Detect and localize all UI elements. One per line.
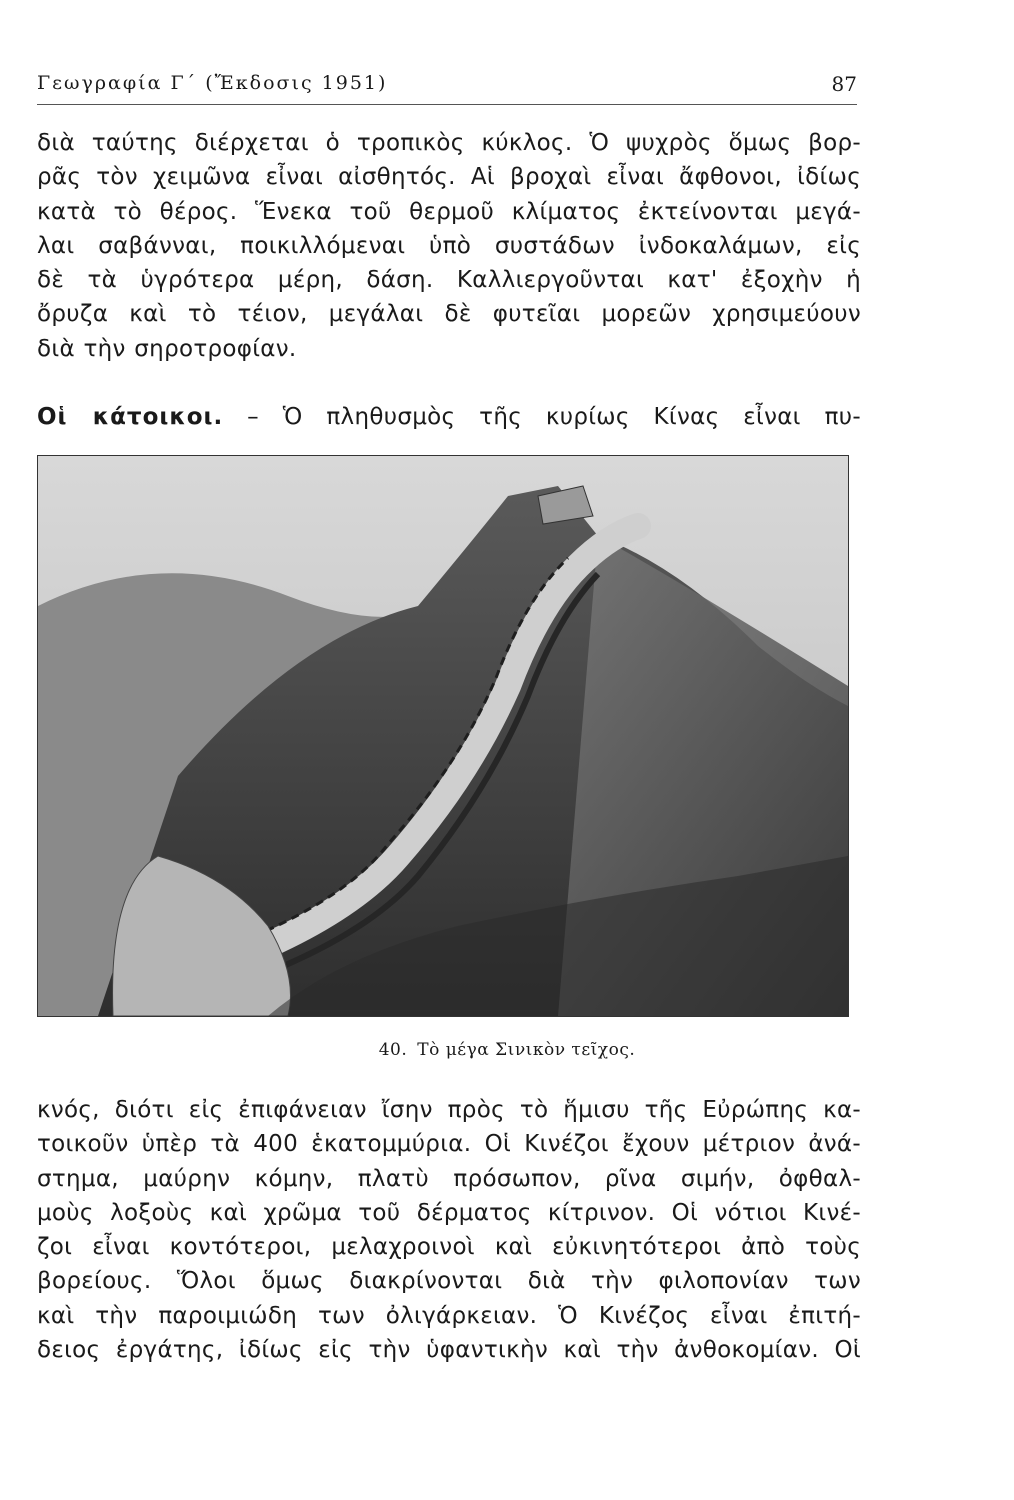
text-line: ὄρυζα καὶ τὸ τέιον, μεγάλαι δὲ φυτεῖαι μορεῶν χρησιμεύουν — [37, 301, 861, 328]
text-line: μοὺς λοξοὺς καὶ χρῶμα τοῦ δέρματος κίτρινον. Οἱ νότιοι Κινέ- — [37, 1199, 861, 1226]
page-number: 87 — [831, 72, 857, 96]
text-line: διὰ τὴν σηροτροφίαν. — [37, 335, 297, 362]
text-line: ρᾶς τὸν χειμῶνα εἶναι αἰσθητός. Αἱ βροχαὶ εἶναι ἄφθονοι, ἰδίως — [37, 164, 861, 191]
text-line: δειος ἐργάτης, ἰδίως εἰς τὴν ὑφαντικὴν καὶ τὴν ἀνθοκομίαν. Οἱ — [37, 1337, 861, 1364]
text-line — [37, 400, 861, 434]
text-line: λαι σαβάνναι, ποικιλλόμεναι ὑπὸ συστάδων ἰνδοκαλάμων, εἰς — [37, 232, 861, 259]
text-line: διὰ ταύτης διέρχεται ὁ τροπικὸς κύκλος. Ὁ ψυχρὸς ὅμως βορ- — [37, 130, 861, 156]
paragraph-climate — [37, 126, 861, 366]
text-line: καὶ τὴν παροιμιώδη των ὀλιγάρκειαν. Ὁ Κινέζος εἶναι ἐπιτή- — [37, 1302, 861, 1329]
section-inhabitants — [37, 400, 861, 434]
header-title: Γεωγραφία Γ΄ (Ἔκδοσις 1951) — [37, 72, 388, 94]
text-line: κατὰ τὸ θέρος. Ἕνεκα τοῦ θερμοῦ κλίματος ἐκτείνονται μεγά- — [37, 198, 861, 225]
text-line: ζοι εἶναι κοντότεροι, μελαχροινοὶ καὶ εὐκινητότεροι ἀπὸ τοὺς — [37, 1234, 861, 1261]
section-heading: Οἱ κάτοικοι. — [37, 404, 224, 430]
text-line: τοικοῦν ὑπὲρ τὰ 400 ἑκατομμύρια. Οἱ Κινέζοι ἔχουν μέτριον ἀνά- — [37, 1131, 861, 1158]
figure-caption — [0, 1040, 1014, 1060]
running-header — [37, 70, 857, 105]
great-wall-photo — [37, 455, 849, 1017]
figure-number: 40. — [378, 1040, 408, 1060]
text-line: δὲ τὰ ὑγρότερα μέρη, δάση. Καλλιεργοῦνται κατ' ἐξοχὴν ἡ — [37, 267, 861, 294]
text-line: κνός, διότι εἰς ἐπιφάνειαν ἴσην πρὸς τὸ ἥμισυ τῆς Εὐρώπης κα- — [37, 1097, 861, 1123]
paragraph-population — [37, 1093, 861, 1367]
section-first-line: – Ὁ πληθυσμὸς τῆς κυρίως Κίνας εἶναι πυ- — [247, 404, 861, 430]
text-line: στημα, μαύρην κόμην, πλατὺ πρόσωπον, ρῖνα σιμήν, ὀφθαλ- — [37, 1165, 861, 1192]
text-line: βορείους. Ὅλοι ὅμως διακρίνονται διὰ τὴν φιλοπονίαν των — [37, 1268, 861, 1295]
figure-caption-text: Τὸ μέγα Σινικὸν τεῖχος. — [417, 1040, 636, 1060]
